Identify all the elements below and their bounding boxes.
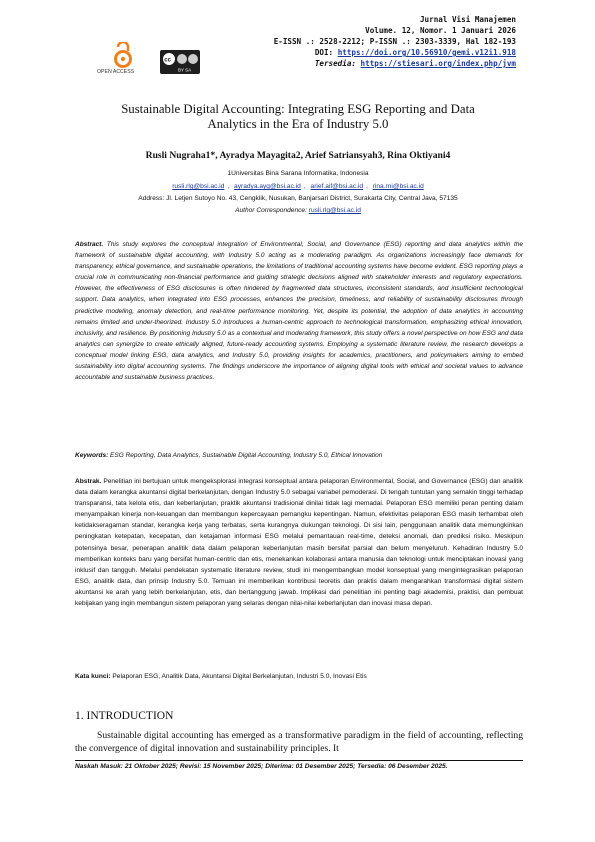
email-link[interactable]: ayradya.ayg@bsi.ac.id bbox=[234, 183, 301, 190]
abstract-id-text: Penelitian ini bertujuan untuk mengeksplorasi integrasi konseptual antara pelaporan Environmental, Social, and Governance (ESG) dan analitik data dalam kerangka akuntansi digital berkelanjutan, dengan Industry 5.0 sebagai variabel pemoderasi. Di tengah tuntutan yang semakin tinggi terhadap transparansi, tata kelola etis, dan keberlanjutan, praktik akuntansi tradisional dinilai tidak lagi memadai. Pelaporan ESG memiliki peran penting dalam menyampaikan kinerja non-keuangan dan membangun kepercayaan pemangku kepentingan. Namun, efektivitas pelaporan ESG masih terhambat oleh ketidakseragaman standar, kerangka kerja yang terbatas, serta kurangnya dukungan teknologi. Di sisi lain, penggunaan analitik data memungkinkan peningkatan ketepatan, kecepatan, dan ketajaman informasi ESG melalui pemantauan real-time, deteksi anomali, dan prediksi risiko. Meskipun potensinya besar, penerapan analitik data dalam pelaporan keberlanjutan masih bersifat parsial dan belum menyeluruh. Kehadiran Industry 5.0 memberikan konteks baru yang bersifat human-centric dan etis, menekankan kolaborasi antara manusia dan teknologi untuk menciptakan inovasi yang inklusif dan tangguh. Melalui pendekatan systematic literature review, studi ini mengembangkan model konseptual yang mengintegrasikan pelaporan ESG, analitik data, dan prinsip Industry 5.0. Temuan ini memberikan kontribusi teoretis dan praktis dalam mengarahkan transformasi digital sistem akuntansi ke arah yang lebih berkelanjutan, etis, dan bertanggung jawab. Implikasi dari penelitian ini penting bagi akademisi, praktisi, dan pembuat kebijakan yang ingin membangun sistem pelaporan yang selaras dengan nilai-nilai keberlanjutan dan inovasi masa depan. bbox=[75, 478, 523, 608]
intro-paragraph: Sustainable digital accounting has emerged as a transformative paradigm in the field of accounting, reflecting the convergence of digital innovation and sustainability principles. It bbox=[75, 730, 523, 754]
open-access-word: OPEN ACCESS bbox=[97, 69, 135, 75]
correspondence-email[interactable]: rusli.rlg@bsi.ac.id bbox=[308, 207, 361, 214]
available-label: Tersedia: bbox=[314, 59, 356, 68]
abstract-id-label: Abstrak. bbox=[75, 478, 102, 485]
section-heading: 1. INTRODUCTION bbox=[75, 710, 174, 722]
cc-sa-icon bbox=[188, 54, 198, 64]
doi-label: DOI: bbox=[314, 48, 334, 57]
cc-icon bbox=[160, 50, 200, 74]
available-link[interactable]: https://stiesari.org/index.php/jvm bbox=[360, 59, 516, 68]
submission-footnote: Naskah Masuk: 21 Oktober 2025; Revisi: 15 November 2025; Diterima: 01 Desember 2025; Tersedia: 06 Desember 2025. bbox=[75, 763, 448, 770]
available-line bbox=[274, 58, 516, 69]
author-list: Rusli Nugraha1*, Ayradya Mayagita2, Arief Satriansyah3, Rina Oktiyani4 bbox=[145, 150, 451, 161]
correspondence-label: Author Correspondence: bbox=[235, 207, 307, 214]
cc-by-text: BY SA bbox=[178, 67, 192, 73]
journal-header bbox=[274, 14, 516, 69]
keywords-indonesian bbox=[75, 673, 523, 680]
doi-link[interactable]: https://doi.org/10.56910/gemi.v12i1.918 bbox=[337, 48, 516, 57]
keywords-en-label: Keywords: bbox=[75, 452, 109, 459]
email-link[interactable]: arief.aif@bsi.ac.id bbox=[310, 183, 364, 190]
cc-text: cc bbox=[164, 57, 171, 64]
abstract-english bbox=[75, 239, 523, 383]
keywords-en-text: ESG Reporting, Data Analytics, Sustainable Digital Accounting, Industry 5.0, Ethical Innovation bbox=[110, 452, 383, 459]
open-access-logo bbox=[97, 42, 157, 76]
journal-issn: E-ISSN .: 2528-2212; P-ISSN .: 2303-3339, Hal 182-193 bbox=[273, 37, 516, 46]
abstract-en-label: Abstract. bbox=[75, 241, 104, 248]
address: Address: Jl. Letjen Sutoyo No. 43, Cengklik, Nusukan, Banjarsari District, Surakarta City, Central Java, 57135 bbox=[138, 195, 458, 202]
abstract-indonesian bbox=[75, 476, 523, 609]
journal-name: Jurnal Visi Manajemen bbox=[419, 15, 516, 24]
journal-volume: Volume. 12, Nomor. 1 Januari 2026 bbox=[365, 26, 516, 35]
email-link[interactable]: rina.rni@bsi.ac.id bbox=[372, 183, 424, 190]
abstract-en-text: This study explores the conceptual integration of Environmental, Social, and Governance (ESG) reporting and data analytics within the framework of sustainable digital accounting, with Industry 5.0 acting as a moderating paradigm. As organizations increasingly face demands for transparency, ethical governance, and sustainable operations, the limitations of traditional accounting systems have become evident. ESG reporting plays a crucial role in communicating non-financial performance and guiding strategic decisions aligned with stakeholder interests and regulatory expectations. However, the effectiveness of ESG disclosures is often hindered by fragmented data structures, inconsistent standards, and insufficient technological support. Data analytics, when integrated into ESG processes, enhances the precision, timeliness, and reliability of sustainability disclosures through predictive modeling, anomaly detection, and real-time performance monitoring. Yet, despite its potential, the adoption of data analytics in accounting remains limited and under-theorized. Industry 5.0 introduces a human-centric approach to technological transformation, emphasizing ethical innovation, inclusivity, and resilience. By positioning Industry 5.0 as a contextual and moderating framework, this study offers a novel perspective on how ESG and data analytics can synergize to create ethically aligned, future-ready accounting systems. Employing a systematic literature review, the research develops a conceptual model linking ESG, data analytics, and Industry 5.0, providing insights for academics, practitioners, and policymakers aiming to embed sustainability into digital accounting systems. The findings underscore the importance of aligning digital tools with ethical and societal values to advance accountable and sustainable business practices. bbox=[75, 241, 524, 382]
keywords-id-label: Kata kunci: bbox=[75, 673, 111, 680]
doi-line bbox=[274, 47, 516, 58]
open-access-text bbox=[97, 69, 135, 75]
correspondence bbox=[80, 207, 516, 214]
paper-title bbox=[80, 102, 516, 132]
cc-by-icon bbox=[177, 54, 187, 64]
title-line-1: Sustainable Digital Accounting: Integrating ESG Reporting and Data bbox=[121, 102, 475, 116]
affiliation: 1Universitas Bina Sarana Informatika, Indonesia bbox=[227, 170, 369, 177]
keywords-english bbox=[75, 452, 523, 459]
footnote-divider bbox=[75, 760, 523, 761]
author-emails: rusli.rlg@bsi.ac.id , ayradya.ayg@bsi.ac.id , arief.aif@bsi.ac.id , rina.rni@bsi.ac.id bbox=[172, 183, 424, 190]
title-line-2: Analytics in the Era of Industry 5.0 bbox=[207, 117, 389, 131]
keywords-id-text: Pelaporan ESG, Analitik Data, Akuntansi Digital Berkelanjutan, Industri 5.0, Inovasi Etis bbox=[112, 673, 367, 680]
email-link[interactable]: rusli.rlg@bsi.ac.id bbox=[172, 183, 225, 190]
open-access-lock-icon bbox=[116, 42, 131, 67]
cc-license-badge bbox=[160, 50, 200, 74]
